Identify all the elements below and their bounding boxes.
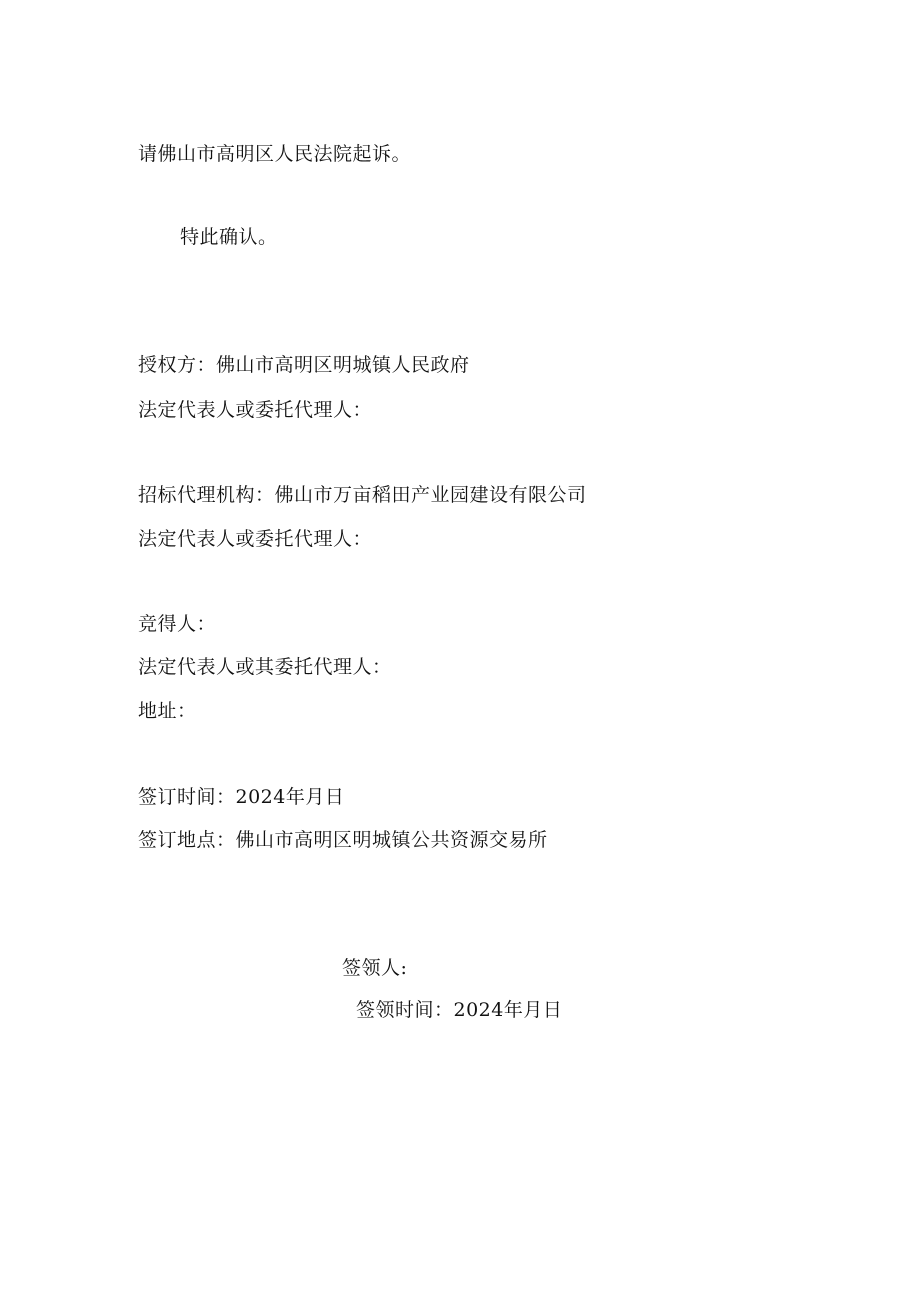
agency-rep-line: 法定代表人或委托代理人： bbox=[138, 528, 373, 550]
agency-line: 招标代理机构：佛山市万亩稻田产业园建设有限公司 bbox=[138, 484, 587, 506]
recipient-line: 签领人: bbox=[342, 957, 408, 979]
receipt-time-line: 签领时间：2024年月日 bbox=[356, 999, 563, 1021]
authorizer-rep-line: 法定代表人或委托代理人： bbox=[138, 399, 373, 421]
sign-time-line: 签订时间：2024年月日 bbox=[138, 786, 345, 808]
winner-line: 竞得人： bbox=[138, 613, 217, 635]
confirmation-text: 特此确认。 bbox=[180, 226, 278, 248]
address-line: 地址： bbox=[138, 700, 197, 722]
sign-place-line: 签订地点：佛山市高明区明城镇公共资源交易所 bbox=[138, 829, 548, 851]
winner-rep-line: 法定代表人或其委托代理人： bbox=[138, 656, 392, 678]
closing-clause-text: 请佛山市高明区人民法院起诉。 bbox=[138, 143, 412, 165]
authorizer-line: 授权方：佛山市高明区明城镇人民政府 bbox=[138, 354, 470, 376]
